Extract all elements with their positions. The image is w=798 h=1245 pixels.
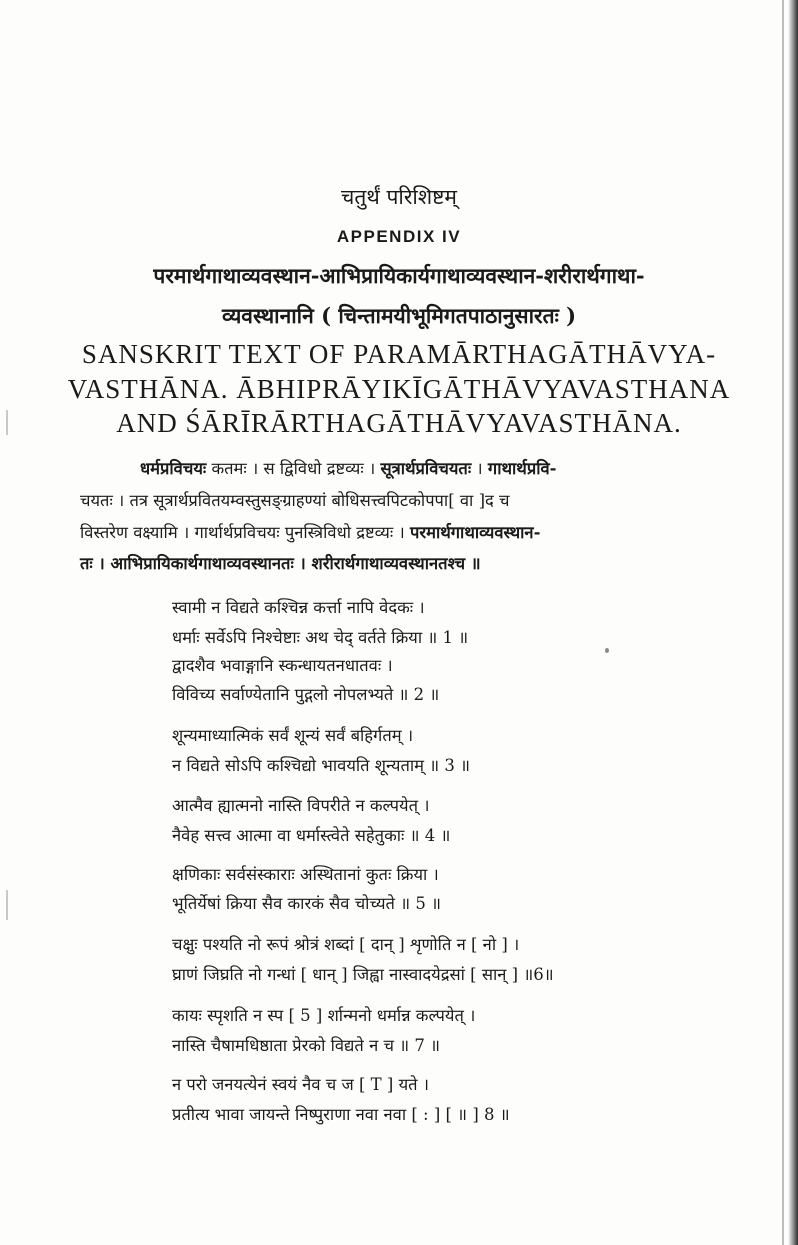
english-title-line-1: SANSKRIT TEXT OF PARAMĀRTHAGĀTHĀVYA- — [81, 339, 717, 369]
verse-line: क्षणिकाः सर्वसंस्काराः अस्थितानां कुतः क्रिया । — [172, 865, 439, 884]
appendix-sanskrit-heading: चतुर्थं परिशिष्टम् — [341, 185, 457, 209]
verse-line: न विद्यते सोऽपि कश्चिद्यो भावयति शून्यताम् ॥ 3 ॥ — [172, 756, 471, 775]
prose-text: । — [471, 459, 488, 478]
margin-mark — [6, 890, 8, 920]
prose-bold: परमार्थगाथाव्यवस्थान- — [409, 523, 541, 542]
verse-line: स्वामी न विद्यते कश्चिन्न कर्त्ता नापि वेदकः । — [172, 598, 425, 617]
prose-bold: तः । आभिप्रायिकार्थगाथाव्यवस्थानतः । शरीरार्थगाथाव्यवस्थानतश्च ॥ — [80, 554, 481, 573]
prose-line-3 — [80, 520, 700, 543]
verse-line: भूतिर्येषां क्रिया सैव कारकं सैव चोच्यते ॥ 5 ॥ — [172, 894, 441, 913]
verse-line: धर्माः सर्वेऽपि निश्चेष्टाः अथ चेद् वर्तते क्रिया ॥ 1 ॥ — [172, 628, 469, 647]
verse-line: द्वादशैव भवाङ्गानि स्कन्धायतनधातवः । — [172, 656, 393, 675]
verse-line: न परो जनयत्येनं स्वयं नैव च ज [ T ] यते । — [172, 1075, 430, 1094]
prose-text: कतमः । स द्विविधो द्रष्टव्यः । — [206, 459, 381, 478]
verse-line: विविच्य सर्वाण्येतानि पुद्गलो नोपलभ्यते ॥ 2 ॥ — [172, 685, 440, 704]
english-title-line-3: AND ŚĀRĪRĀRTHAGĀTHĀVYAVASTHĀNA. — [116, 408, 682, 438]
appendix-label: APPENDIX IV — [336, 227, 462, 246]
prose-line-2 — [80, 488, 700, 511]
verse-line: शून्यमाध्यात्मिकं सर्वं शून्यं सर्वं बहिर्गतम् । — [172, 726, 414, 745]
prose-bold: सूत्रार्थप्रविचयतः — [380, 459, 472, 478]
english-title-line-2: VASTHĀNA. ĀBHIPRĀYIKĪGĀTHĀVYAVASTHANA — [67, 374, 731, 404]
prose-line-4 — [80, 551, 700, 574]
verse-line: कायः स्पृशति न स्प [ 5 ] र्शान्मनो धर्मान्न कल्पयेत् । — [172, 1006, 476, 1025]
sanskrit-title-line-1: परमार्थगाथाव्यवस्थान-आभिप्रायिकार्यगाथाव्यवस्थान-शरीरार्थगाथा- — [153, 263, 645, 288]
prose-line-1 — [140, 456, 760, 479]
verse-line: नैवेह सत्त्व आत्मा वा धर्मास्त्वेते सहेतुकाः ॥ 4 ॥ — [172, 826, 451, 845]
prose-bold: गाथार्थप्रवि- — [487, 459, 557, 478]
prose-text: विस्तरेण वक्ष्यामि । गार्थार्थप्रविचयः पुनस्त्रिविधो द्रष्टव्यः । — [80, 523, 410, 542]
verse-line: नास्ति चैषामधिष्ठाता प्रेरको विद्यते न च ॥ 7 ॥ — [172, 1036, 440, 1055]
verse-line: प्रतीत्य भावा जायन्ते निष्पुराणा नवा नवा [ : ] [ ॥ ] 8 ॥ — [172, 1105, 510, 1124]
prose-text: चयतः । तत्र सूत्रार्थप्रवितयम्वस्तुसङ्ग्राहण्यां बोधिसत्त्वपिटकोपपा[ वा ]द च — [80, 491, 510, 510]
verse-line: आत्मैव ह्यात्मनो नास्ति विपरीते न कल्पयेत् । — [172, 796, 430, 815]
ink-speck — [605, 648, 609, 653]
verse-line: चक्षुः पश्यति नो रूपं श्रोत्रं शब्दां [ दान् ] शृणोति न [ नो ] । — [172, 935, 520, 954]
sanskrit-title-line-2: व्यवस्थानानि ( चिन्तामयीभूमिगतपाठानुसारतः ) — [221, 303, 577, 328]
verse-line: घ्राणं जिघ्रति नो गन्धां [ धान् ] जिह्वा नास्वादयेद्रसां [ सान् ] ॥6॥ — [172, 965, 554, 984]
prose-bold: धर्मप्रविचयः — [140, 459, 207, 478]
